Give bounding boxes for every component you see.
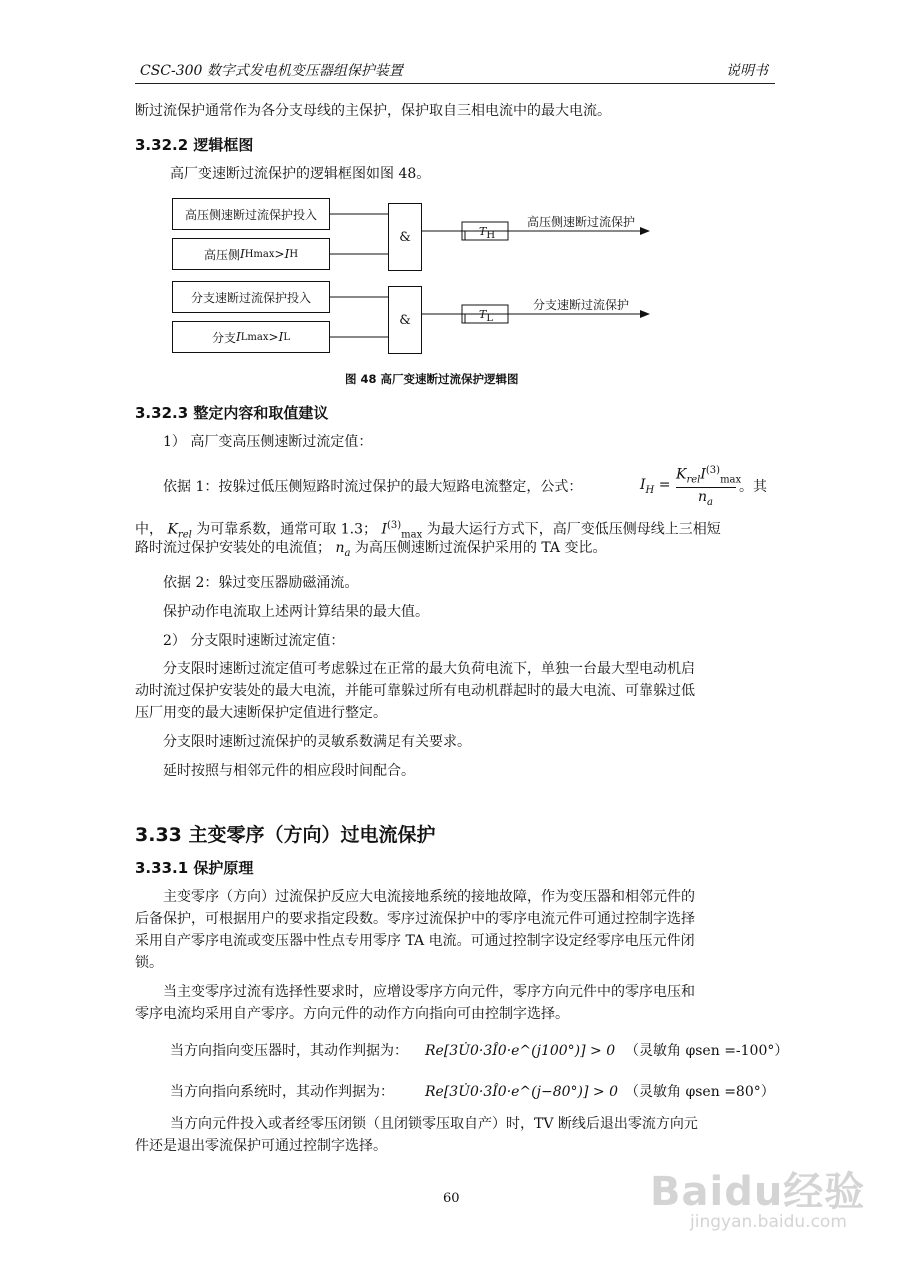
- eq2-text: 当方向指向系统时，其动作判据为：: [170, 1084, 394, 1100]
- p3-line-1: 当方向元件投入或者经零压闭锁（且闭锁零压取自产）时，TV 断线后退出零流方向元: [170, 1116, 698, 1132]
- basis-1-c2: 为可靠系数，通常可取 1.3；: [196, 521, 377, 538]
- box4-sub2: L: [283, 331, 290, 343]
- basis-1-d1: 路时流过保护安装处的电流值；: [135, 540, 331, 556]
- para-3: 压厂用变的最大速断保护定值进行整定。: [135, 705, 387, 721]
- imax-sup: (3): [386, 520, 402, 531]
- formula-n-sub: a: [707, 496, 713, 508]
- box2-prefix: 高压侧: [203, 247, 240, 262]
- p1-line-3: 采用自产零序电流或变压器中性点专用零序 TA 电流。可通过控制字设定经零序电压元件闭: [135, 933, 695, 949]
- p3-line-2: 件还是退出零流保护可通过控制字选择。: [135, 1138, 387, 1154]
- eq1-formula: Re[3U̇0·3Î0·e^(j100°)] > 0: [425, 1043, 616, 1059]
- page-number: 60: [443, 1191, 460, 1206]
- basis-1-line: [163, 476, 582, 498]
- basis-1-line-3: 路时流过保护安装处的电流值； $n_a$ 为高压侧速断过流保护采用的 TA 变比。: [135, 540, 607, 559]
- para-1: 分支限时速断过流定值可考虑躲过在正常的最大负荷电流下，单独一台最大型电动机启: [163, 661, 695, 677]
- header-doc-type: 说明书: [726, 63, 768, 79]
- timer-th-sub: H: [486, 230, 496, 242]
- box4-gt: >: [268, 330, 279, 344]
- eq2-angle: （灵敏角 φsen =80°）: [625, 1084, 775, 1100]
- basis-1-text: 依据 1：按躲过低压侧短路时流过保护的最大短路电流整定，公式：: [163, 479, 583, 495]
- box2-sub2: H: [289, 248, 299, 260]
- input-box-hv-enable-label: 高压侧速断过流保护投入: [184, 207, 317, 222]
- basis-1-d2: 为高压侧速断过流保护采用的 TA 变比。: [354, 540, 607, 556]
- formula-ih: $I_H$ = $K_{rel}I^{(3)}_{max}$ $n_a$: [640, 465, 742, 508]
- and-gate-hv-label: &: [399, 229, 411, 245]
- p1-line-4: 锁。: [135, 955, 163, 971]
- logic-wires: [0, 0, 905, 380]
- watermark-url: jingyan.baidu.com: [690, 1212, 847, 1232]
- box2-i: I: [239, 247, 245, 261]
- box4-i2: I: [278, 330, 284, 344]
- basis-1-c1: 中，: [135, 521, 163, 538]
- p2-line-1: 当主变零序过流有选择性要求时，应增设零序方向元件，零序方向元件中的零序电压和: [163, 984, 695, 1000]
- and-gate-branch-label: &: [399, 312, 411, 328]
- na-sub: a: [344, 547, 351, 559]
- section-3-32-2-title: 3.32.2 逻辑框图: [135, 136, 254, 154]
- box2-i2: I: [284, 247, 290, 261]
- box2-gt: >: [274, 247, 285, 261]
- input-box-branch-enable-label: 分支速断过流保护投入: [190, 290, 311, 305]
- timer-th: [479, 225, 495, 241]
- fraction-bar: [676, 487, 736, 488]
- p1-line-2: 后备保护，可根据用户的要求指定段数。零序过流保护中的零序电流元件可通过控制字选择: [135, 911, 695, 927]
- basis-2: 依据 2：躲过变压器励磁涌流。: [163, 575, 359, 591]
- output-label-branch: 分支速断过流保护: [533, 298, 630, 312]
- basis-3: 保护动作电流取上述两计算结果的最大值。: [163, 604, 429, 620]
- eq1-text: 当方向指向变压器时，其动作判据为：: [170, 1043, 408, 1059]
- formula-lhs: I: [640, 477, 646, 493]
- krel-sub: rel: [177, 529, 192, 541]
- timer-tl-t: T: [479, 308, 487, 321]
- intro-line: 断过流保护通常作为各分支母线的主保护，保护取自三相电流中的最大电流。: [135, 103, 611, 119]
- formula-lhs-sub: H: [645, 484, 655, 496]
- p2-line-2: 零序电流均采用自产零序。方向元件的动作方向指向可由控制字选择。: [135, 1006, 569, 1022]
- section-3-33-1-title: 3.33.1 保护原理: [135, 859, 254, 877]
- header-title: CSC-300 数字式发电机变压器组保护装置: [140, 63, 403, 79]
- formula-k-sub: rel: [686, 474, 701, 486]
- formula-max: max: [720, 474, 742, 486]
- section-3-32-2-text: 高厂变速断过流保护的逻辑框图如图 48。: [170, 166, 431, 182]
- timer-th-t: T: [479, 225, 487, 238]
- box4-sub: Lmax: [240, 331, 269, 343]
- p1-line-1: 主变零序（方向）过流保护反应大电流接地系统的接地故障，作为变压器和相邻元件的: [163, 889, 695, 905]
- box4-i: I: [236, 330, 241, 344]
- formula-k: K: [676, 466, 687, 483]
- eq1-angle: （灵敏角 φsen =-100°）: [625, 1043, 789, 1059]
- para-5: 延时按照与相邻元件的相应段时间配合。: [163, 763, 415, 779]
- box2-sub: Hmax: [244, 248, 275, 260]
- output-label-hv: 高压侧速断过流保护: [527, 215, 636, 229]
- formula-i: I: [700, 466, 706, 483]
- section-3-33-title: 3.33 主变零序（方向）过电流保护: [135, 824, 436, 846]
- basis-1-line-2: 中， $K_{rel}$ 为可靠系数，通常可取 1.3； $I^{(3)}_{max}$ 为最大运行方式下，高厂变低压侧母线上三相短: [135, 520, 721, 541]
- timer-tl: [479, 308, 493, 324]
- para-2: 动时流过保护安装处的最大电流，并能可靠躲过所有电动机群起时的最大电流、可靠躲过低: [135, 683, 695, 699]
- basis-1-tail: 。其: [739, 479, 767, 495]
- para-4: 分支限时速断过流保护的灵敏系数满足有关要求。: [163, 734, 471, 750]
- item-1: 1） 高厂变高压侧速断过流定值：: [163, 434, 373, 450]
- formula-n: n: [698, 489, 708, 505]
- item-2: 2） 分支限时速断过流定值：: [163, 633, 345, 649]
- imax-sub: max: [401, 529, 423, 541]
- box4-prefix: 分支: [212, 330, 237, 345]
- timer-tl-sub: L: [486, 313, 493, 325]
- basis-1-c3: 为最大运行方式下，高厂变低压侧母线上三相短: [426, 521, 721, 538]
- watermark-logo: Baidu经验: [650, 1169, 866, 1215]
- formula-sup: (3): [705, 465, 721, 476]
- figure-caption: 图 48 高厂变速断过流保护逻辑图: [345, 372, 519, 386]
- section-3-32-3-title: 3.32.3 整定内容和取值建议: [135, 404, 329, 422]
- eq2-formula: Re[3U̇0·3Î0·e^(j−80°)] > 0: [425, 1084, 618, 1100]
